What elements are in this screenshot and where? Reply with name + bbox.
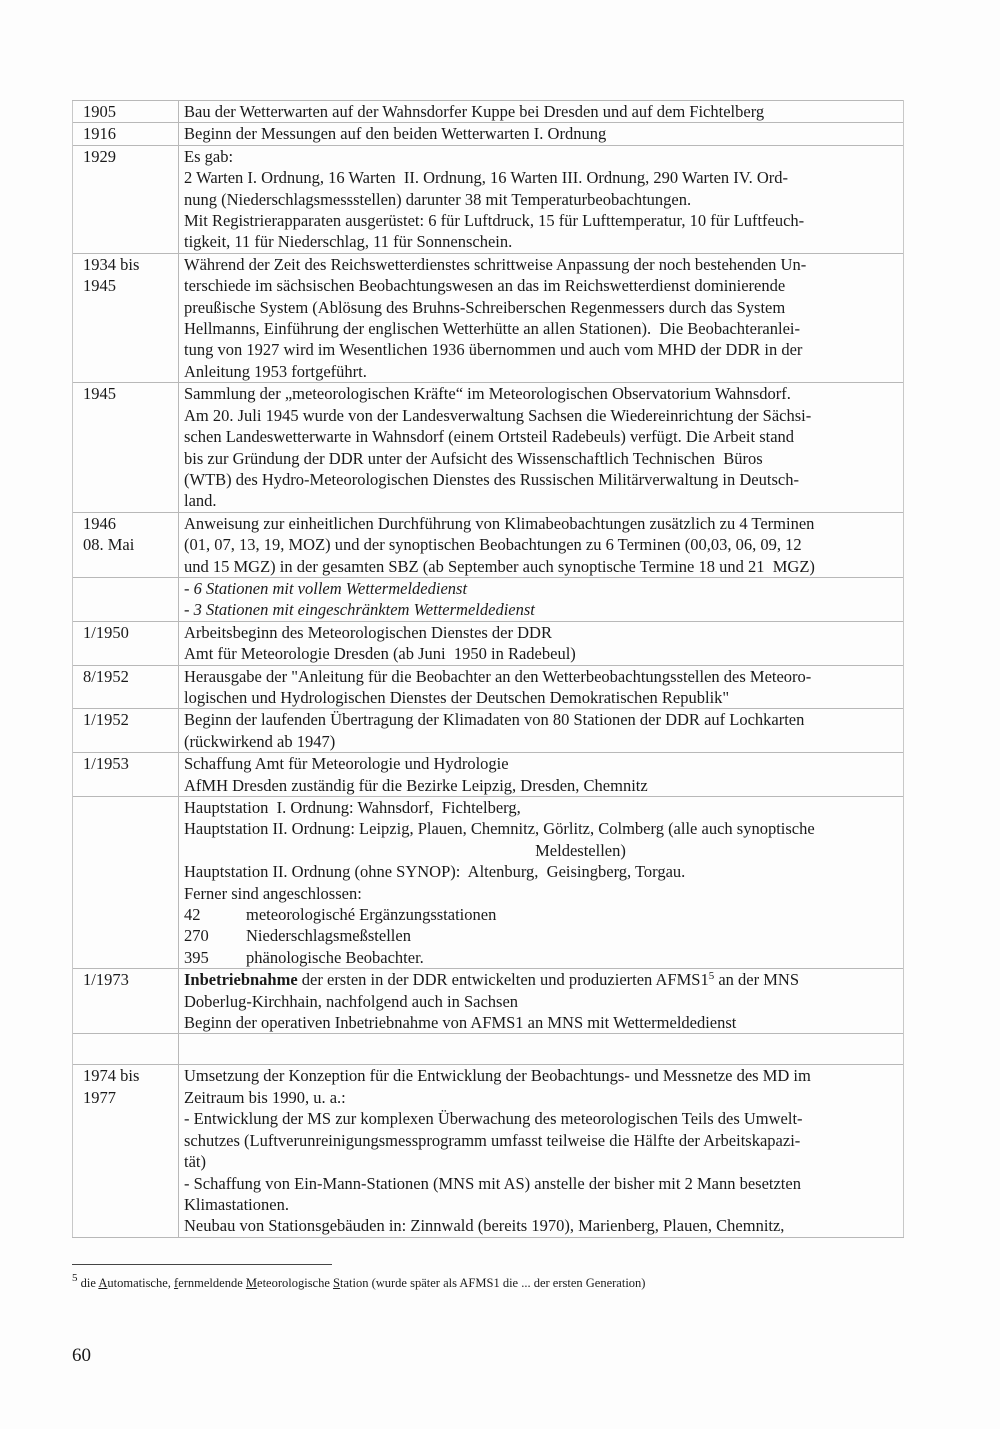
text-line: Neubau von Stationsgebäuden in: Zinnwald (bereits 1970), Marienberg, Plauen, Chemnitz,: [184, 1216, 785, 1236]
chronology-body: [73, 101, 904, 1238]
text-line: - Entwicklung der MS zur komplexen Überwachung des meteorologischen Teils des Umwelt-: [184, 1109, 803, 1129]
text-line: und 15 MGZ) in der gesamten SBZ (ab September auch synoptische Termine 18 und 21 MGZ): [184, 556, 815, 576]
page-number: 60: [72, 1345, 91, 1366]
station-count: 395: [184, 947, 209, 967]
table-row-spacer: [73, 1034, 904, 1065]
text-line: schutzes (Luftverunreinigungsmessprogramm umfasst teilweise die Hälfte der Arbeitskapazi-: [184, 1130, 801, 1150]
footnote-fragment: A: [98, 1276, 108, 1290]
entry-date: [73, 621, 179, 665]
date-line: 1905: [83, 102, 116, 121]
entry-text: [179, 101, 904, 123]
text-line: tät): [184, 1152, 206, 1172]
station-count-item: [184, 904, 897, 925]
footnote-fragment: utomatische,: [107, 1276, 175, 1290]
table-row: [73, 969, 904, 1034]
text-line: nung (Niederschlagsmessstellen) darunter 38 mit Temperaturbeobachtungen.: [184, 189, 692, 209]
text-line: land.: [184, 491, 217, 511]
footnote: [72, 1272, 646, 1291]
table-row: [73, 709, 904, 753]
text-line: - Schaffung von Ein-Mann-Stationen (MNS mit AS) anstelle der bisher mit 2 Mann besetzten: [184, 1173, 801, 1193]
station-count: 270: [184, 926, 209, 946]
text-line: Hauptstation II. Ordnung: Leipzig, Plauen, Chemnitz, Görlitz, Colmberg (alle auch synoptische: [184, 819, 815, 839]
entry-text: [179, 383, 904, 512]
text-line: Herausgabe der "Anleitung für die Beobachter an den Wetterbeobachtungsstellen des Meteoro-: [184, 666, 812, 686]
entry-date: [73, 665, 179, 709]
table-row: [73, 145, 904, 253]
date-line: 1977: [83, 1087, 116, 1107]
date-line: 1934 bis: [83, 254, 140, 274]
text-fragment: der ersten in der DDR entwickelten und produzierten AFMS1: [297, 970, 709, 990]
stations-text: [179, 797, 904, 969]
table-row: [73, 797, 904, 969]
spacer-cell: [179, 1034, 904, 1065]
footnote-fragment: die: [80, 1276, 99, 1290]
entry-date: [73, 383, 179, 512]
entry-text: [179, 709, 904, 753]
date-line: 1945: [83, 384, 116, 404]
footnote-fragment: S: [333, 1276, 340, 1290]
table-row: [73, 512, 904, 577]
footnote-fragment: tation (wurde später als AFMS1 die ... der ersten Generation): [339, 1276, 646, 1290]
entry-date: [73, 1065, 179, 1237]
entry-text: [179, 577, 904, 621]
text-line: Umsetzung der Konzeption für die Entwicklung der Beobachtungs- und Messnetze des MD im: [184, 1066, 811, 1086]
entry-date: [73, 577, 179, 621]
footnote-fragment: ernmeldende: [178, 1276, 246, 1290]
footnote-number: 5: [72, 1272, 78, 1284]
footnote-fragment: f: [174, 1276, 179, 1290]
date-line: 1916: [83, 124, 116, 144]
text-line: Klimastationen.: [184, 1194, 289, 1214]
text-line: - 6 Stationen mit vollem Wettermeldedienst: [184, 578, 468, 598]
text-line: Doberlug-Kirchhain, nachfolgend auch in Sachsen: [184, 991, 519, 1011]
text-line: Zeitraum bis 1990, u. a.:: [184, 1087, 346, 1107]
table-row: [73, 1065, 904, 1237]
text-line: Es gab:: [184, 146, 234, 166]
entry-text: [179, 145, 904, 253]
spacer-cell: [73, 1034, 179, 1065]
text-line: Mit Registrierapparaten ausgerüstet: 6 für Luftdruck, 15 für Lufttemperatur, 10 für Luftfeuch-: [184, 211, 805, 231]
text-line: Sammlung der „meteorologischen Kräfte“ im Meteorologischen Observatorium Wahnsdorf.: [184, 384, 791, 404]
text-line: Bau der Wetterwarten auf der Wahnsdorfer Kuppe bei Dresden und auf dem Fichtelberg: [184, 102, 765, 121]
text-line: Amt für Meteorologie Dresden (ab Juni 1950 in Radebeul): [184, 644, 576, 664]
text-line: terschiede im sächsischen Beobachtungswesen an das im Reichswetterdienst dominierende: [184, 276, 786, 296]
date-line: 8/1952: [83, 666, 129, 686]
text-line: Beginn der operativen Inbetriebnahme von AFMS1 an MNS mit Wettermeldedienst: [184, 1013, 737, 1033]
text-line: [184, 969, 897, 990]
date-line: 1/1952: [83, 710, 129, 730]
entry-date: [73, 709, 179, 753]
station-type: phänologische Beobachter.: [246, 947, 424, 967]
text-line: Hellmanns, Einführung der englischen Wetterhütte an allen Stationen). Die Beobachteranlei-: [184, 319, 800, 339]
station-type: meteorologisché Ergänzungsstationen: [246, 905, 497, 925]
entry-text: [179, 753, 904, 797]
date-line: 1/1950: [83, 622, 129, 642]
text-line: Am 20. Juli 1945 wurde von der Landesverwaltung Sachsen die Wiedereinrichtung der Sächsi-: [184, 405, 812, 425]
table-row: [73, 123, 904, 145]
text-line: Beginn der laufenden Übertragung der Klimadaten von 80 Stationen der DDR auf Lochkarten: [184, 710, 805, 730]
footnote-rule: [72, 1264, 332, 1265]
bold-term: Inbetriebnahme: [184, 970, 298, 990]
table-row: [73, 101, 904, 123]
entry-text: [179, 621, 904, 665]
date-line: 1945: [83, 276, 116, 296]
text-line: (WTB) des Hydro-Meteorologischen Dienstes des Russischen Militärverwaltung in Deutsch-: [184, 469, 799, 489]
station-count: 42: [184, 905, 201, 925]
text-line: bis zur Gründung der DDR unter der Aufsicht des Wissenschaftlich Technischen Büros: [184, 448, 763, 468]
entry-date: [73, 512, 179, 577]
entry-date: [73, 753, 179, 797]
station-type: Niederschlagsmeßstellen: [246, 926, 411, 946]
text-line: schen Landeswetterwarte in Wahnsdorf (einem Ortsteil Radebeuls) verfügt. Die Arbeit stand: [184, 427, 795, 447]
text-fragment: an der MNS: [714, 970, 799, 990]
footnote-fragment: M: [245, 1276, 258, 1290]
table-row: [73, 753, 904, 797]
text-line: Anweisung zur einheitlichen Durchführung von Klimabeobachtungen zusätzlich zu 4 Terminen: [184, 513, 815, 533]
text-line: tung von 1927 wird im Wesentlichen 1936 übernommen und auch vom MHD der DDR in der: [184, 340, 803, 360]
text-line: Ferner sind angeschlossen:: [184, 883, 362, 903]
entry-text: [179, 123, 904, 145]
text-line: Beginn der Messungen auf den beiden Wetterwarten I. Ordnung: [184, 124, 607, 144]
text-line: 2 Warten I. Ordnung, 16 Warten II. Ordnung, 16 Warten III. Ordnung, 290 Warten IV. Ord-: [184, 168, 788, 188]
text-line: Schaffung Amt für Meteorologie und Hydrologie: [184, 754, 509, 774]
entry-text: [179, 1065, 904, 1237]
entry-text: [179, 665, 904, 709]
text-line: preußische System (Ablösung des Bruhns-Schreiberschen Regenmessers durch das System: [184, 297, 786, 317]
footnote-ref: 5: [708, 970, 715, 983]
date-line: 1929: [83, 146, 116, 166]
text-line: (rückwirkend ab 1947): [184, 731, 336, 751]
entry-text: [179, 253, 904, 382]
station-count-item: [184, 925, 897, 946]
text-line: (01, 07, 13, 19, MOZ) und der synoptischen Beobachtungen zu 6 Terminen (00,03, 06, 09, 12: [184, 535, 802, 555]
entry-date: [73, 123, 179, 145]
text-line: logischen und Hydrologischen Dienstes der Deutschen Demokratischen Republik": [184, 687, 730, 707]
entry-date: [73, 101, 179, 123]
text-line: Arbeitsbeginn des Meteorologischen Dienstes der DDR: [184, 622, 552, 642]
entry-date: [73, 253, 179, 382]
table-row: [73, 253, 904, 382]
entry-date: [73, 145, 179, 253]
table-row: [73, 621, 904, 665]
text-line: tigkeit, 11 für Niederschlag, 11 für Sonnenschein.: [184, 232, 513, 252]
entry-date: [73, 797, 179, 969]
entry-date: [73, 969, 179, 1034]
chronology-table: [72, 100, 904, 1238]
text-line: - 3 Stationen mit eingeschränktem Wettermeldedienst: [184, 600, 535, 620]
date-line: 1946: [83, 513, 116, 533]
station-count-item: [184, 947, 897, 968]
text-line: Hauptstation II. Ordnung (ohne SYNOP): Altenburg, Geisingberg, Torgau.: [184, 862, 686, 882]
text-line: Anleitung 1953 fortgeführt.: [184, 361, 367, 381]
table-row: [73, 665, 904, 709]
table-row: [73, 383, 904, 512]
text-line: Hauptstation I. Ordnung: Wahnsdorf, Fichtelberg,: [184, 798, 521, 817]
date-line: 08. Mai: [83, 535, 135, 555]
date-line: 1/1953: [83, 754, 129, 774]
entry-text: [179, 512, 904, 577]
footnote-fragment: eteorologische: [257, 1276, 334, 1290]
date-line: 1974 bis: [83, 1066, 140, 1086]
text-line: Während der Zeit des Reichswetterdienstes schrittweise Anpassung der noch bestehenden Un-: [184, 254, 807, 274]
table-row: [73, 577, 904, 621]
entry-text: [179, 969, 904, 1034]
date-line: 1/1973: [83, 970, 129, 990]
text-line-centered: Meldestellen): [535, 840, 626, 860]
text-line: AfMH Dresden zuständig für die Bezirke Leipzig, Dresden, Chemnitz: [184, 775, 648, 795]
